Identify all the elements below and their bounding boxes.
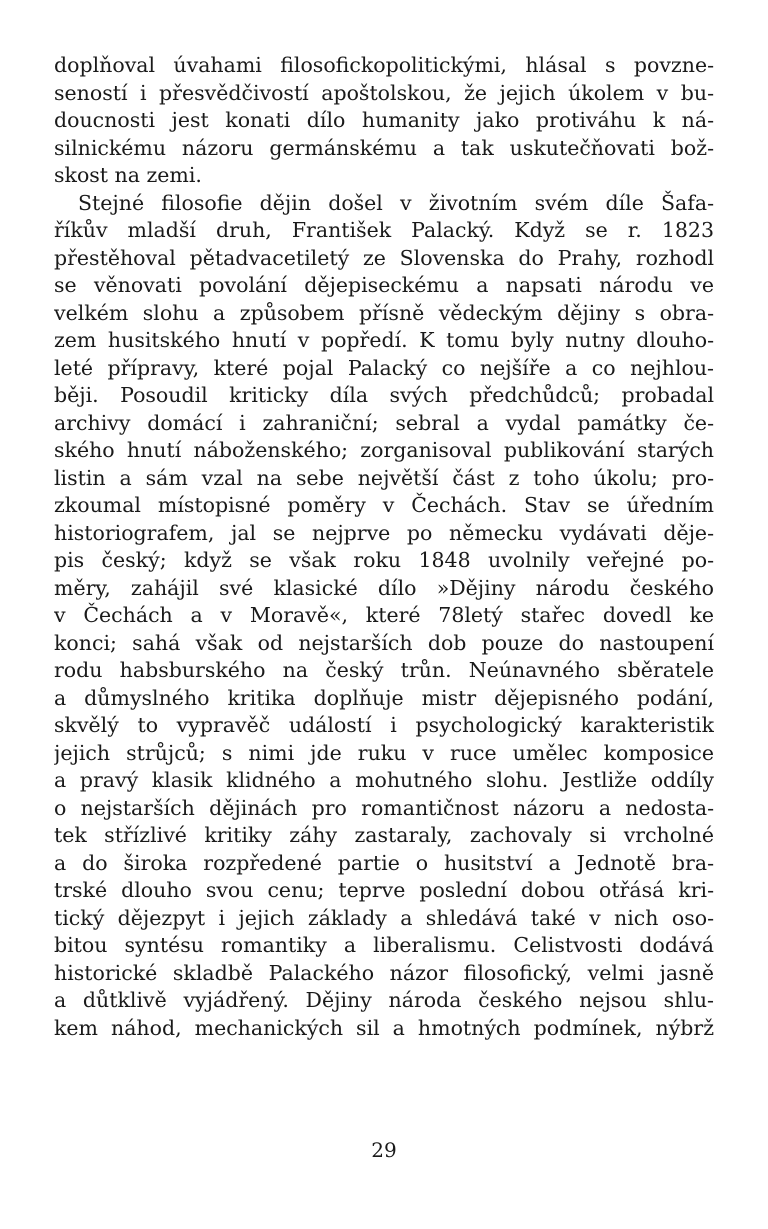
- text-line: silnickému názoru germánskému a tak uskutečňovati bož-: [54, 135, 714, 160]
- text-line: a důtklivě vyjádřený. Dějiny národa českého nejsou shlu-: [54, 988, 714, 1012]
- text-line: leté přípravy, které pojal Palacký co nejšíře a co nejhlou-: [54, 355, 714, 380]
- text-line: skost na zemi.: [54, 163, 202, 187]
- text-line: v Čechách a v Moravě«, které 78letý stařec dovedl ke: [54, 603, 714, 627]
- text-line: ského hnutí náboženského; zorganisoval publikování starých: [54, 438, 714, 462]
- text-line: bitou syntésu romantiky a liberalismu. Celistvosti dodává: [54, 933, 714, 957]
- text-line: historické skladbě Palackého názor filosofický, velmi jasně: [54, 960, 714, 985]
- text-line: jejich strůjců; s nimi jde ruku v ruce umělec komposice: [54, 740, 714, 765]
- text-line: pis český; když se však roku 1848 uvolnily veřejné po-: [54, 548, 714, 572]
- body-text: [54, 52, 714, 1042]
- text-line: zem husitského hnutí v popředí. K tomu byly nutny dlouho-: [54, 328, 714, 352]
- text-line: o nejstarších dějinách pro romantičnost názoru a nedosta-: [54, 795, 714, 820]
- text-line: a pravý klasik klidného a mohutného slohu. Jestliže oddíly: [54, 768, 714, 792]
- text-line: a do široka rozpředené partie o husitství a Jednotě bra-: [54, 850, 714, 875]
- text-line: archivy domácí i zahraniční; sebral a vydal památky če-: [54, 410, 714, 435]
- text-line: seností i přesvědčivostí apoštolskou, že jejich úkolem v bu-: [54, 80, 714, 105]
- text-line: tek střízlivé kritiky záhy zastaraly, zachovaly si vrcholné: [54, 823, 714, 847]
- text-line: doplňoval úvahami filosofickopolitickými, hlásal s povzne-: [54, 53, 714, 77]
- text-line: velkém slohu a způsobem přísně vědeckým dějiny s obra-: [54, 300, 714, 325]
- text-line: listin a sám vzal na sebe největší část z toho úkolu; pro-: [54, 465, 714, 490]
- page-number: 29: [371, 1138, 397, 1162]
- text-line: trské dlouho svou cenu; teprve poslední dobou otřásá kri-: [54, 878, 714, 902]
- text-line: rodu habsburského na český trůn. Neúnavného sběratele: [54, 658, 714, 682]
- text-line: skvělý to vypravěč událostí i psychologický karakteristik: [54, 713, 714, 737]
- text-line: doucnosti jest konati dílo humanity jako protiváhu k ná-: [54, 108, 714, 132]
- text-line: přestěhoval pětadvacetiletý ze Slovenska do Prahy, rozhodl: [54, 245, 714, 270]
- text-line: historiografem, jal se nejprve po německu vydávati děje-: [54, 520, 714, 545]
- text-line: říkův mladší druh, František Palacký. Když se r. 1823: [54, 218, 714, 242]
- text-line: kem náhod, mechanických sil a hmotných podmínek, nýbrž: [54, 1015, 714, 1040]
- text-line: se věnovati povolání dějepiseckému a napsati národu ve: [54, 273, 714, 297]
- text-line: běji. Posoudil kriticky díla svých předchůdců; probadal: [54, 383, 714, 407]
- text-line: zkoumal místopisné poměry v Čechách. Stav se úředním: [54, 493, 714, 517]
- book-page: [54, 0, 714, 1229]
- text-line: tický dějezpyt i jejich základy a shledává také v nich oso-: [54, 905, 714, 930]
- text-line: měry, zahájil své klasické dílo »Dějiny národu českého: [54, 575, 714, 600]
- text-line: Stejné filosofie dějin došel v životním svém díle Šafa-: [78, 190, 714, 215]
- text-line: a důmyslného kritika doplňuje mistr dějepisného podání,: [54, 685, 714, 710]
- text-line: konci; sahá však od nejstarších dob pouze do nastoupení: [54, 630, 714, 655]
